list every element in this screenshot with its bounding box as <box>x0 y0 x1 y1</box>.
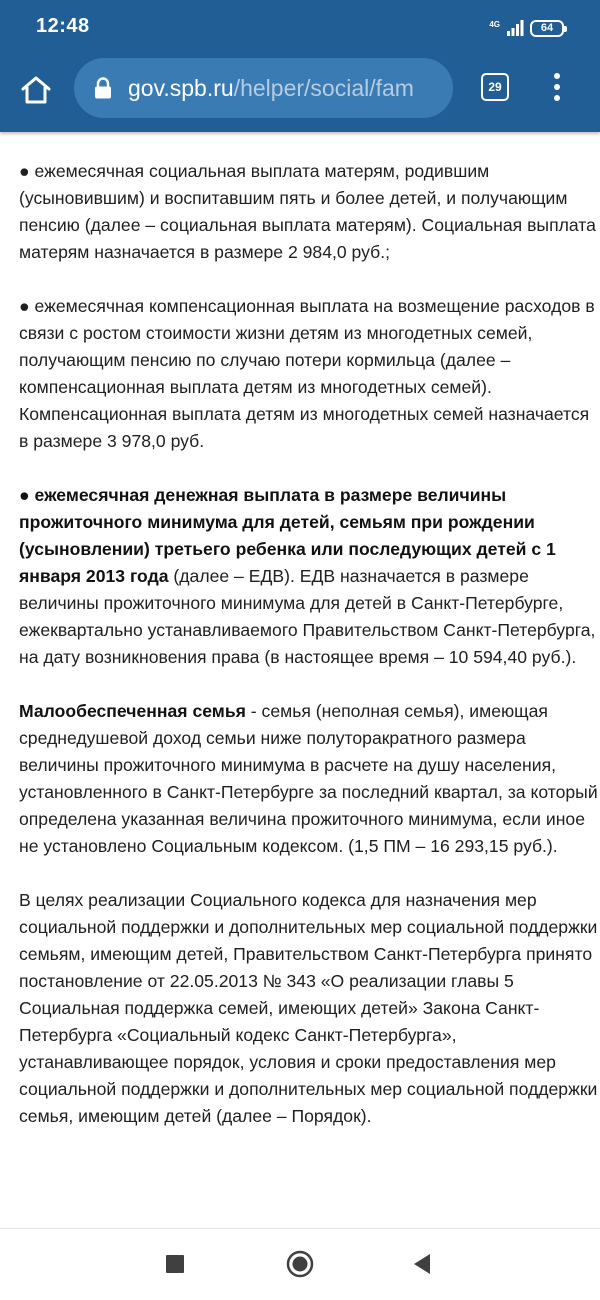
url-path: /helper/social/fam <box>233 75 414 101</box>
signal-icon <box>506 20 524 36</box>
paragraph-social-code: В целях реализации Социального кодекса для назначения мер социальной поддержки и дополнительных мер социальной поддержки семьям, имеющим детей, Правительством Санкт-Петербурга принято постановление от 22.05.2013 № 343 «О реализации главы 5 Социальная поддержка семей, имеющих детей» Закона Санкт-Петербурга «Социальный кодекс Санкт-Петербурга», устанавливающее порядок, условия и сроки предоставления мер социальной поддержки и дополнительных мер социальной поддержки семья, имеющим детей (далее – Порядок). <box>19 890 598 1126</box>
home-button[interactable] <box>16 70 56 110</box>
home-icon <box>20 75 52 105</box>
menu-dot-icon <box>554 84 560 90</box>
recent-apps-button[interactable] <box>166 1255 184 1273</box>
lock-icon <box>93 77 113 99</box>
edv-text: (далее – ЕДВ). ЕДВ назначается в размере величины прожиточного минимума для детей в Санкт-Петербурге, ежеквартально устанавливаемого Правительством Санкт-Петербурга, на дату возникновения права (в настоящее время – 10 594,40 руб.). <box>19 566 596 667</box>
back-nav-button[interactable] <box>412 1253 432 1275</box>
network-type-label: 4G <box>489 19 500 29</box>
status-icons <box>489 16 564 40</box>
menu-dot-icon <box>554 95 560 101</box>
edv-bold-text: ● ежемесячная денежная выплата в размере величины прожиточного минимума для детей, семьям при рождении (усыновлении) третьего ребенка или последующих детей с 1 января 2013 года <box>19 485 556 586</box>
more-menu-button[interactable] <box>545 69 569 105</box>
system-navigation-bar <box>0 1228 600 1300</box>
status-bar <box>0 0 600 56</box>
article-content <box>19 158 599 1157</box>
home-nav-button[interactable] <box>286 1250 314 1278</box>
status-time: 12:48 <box>36 15 90 37</box>
low-income-definition: - семья (неполная семья), имеющая среднедушевой доход семьи ниже полуторакратного размера величины прожиточного минимума в расчете на душу населения, установленного в Санкт-Петербурге за последний квартал, за который определена указанная величина прожиточного минимума, если иное не установлено Социальным кодексом. (1,5 ПМ – 16 293,15 руб.). <box>19 701 598 856</box>
browser-toolbar <box>0 56 600 132</box>
tab-switcher-button[interactable] <box>481 73 509 101</box>
battery-icon <box>530 20 564 37</box>
paragraph-social-payment-mothers: ● ежемесячная социальная выплата матерям, родившим (усыновившим) и воспитавшим пять и более детей, и получающим пенсию (далее – социальная выплата матерям). Социальная выплата матерям назначается в размере 2 984,0 руб.; <box>19 161 596 262</box>
url-text[interactable] <box>128 75 414 102</box>
paragraph-compensation-payment: ● ежемесячная компенсационная выплата на возмещение расходов в связи с ростом стоимости жизни детям из многодетных семей, получающим пенсию по случаю потери кормильца (далее – компенсационная выплата детям из многодетных семей). Компенсационная выплата детям из многодетных семей назначается в размере 3 978,0 руб. <box>19 296 595 451</box>
paragraph-low-income-family <box>19 698 599 860</box>
address-bar[interactable] <box>74 58 453 118</box>
tab-count: 29 <box>488 80 502 94</box>
paragraph-edv <box>19 482 599 671</box>
url-domain: gov.spb.ru <box>128 75 234 101</box>
battery-level: 64 <box>540 22 554 34</box>
menu-dot-icon <box>554 73 560 79</box>
low-income-term: Малообеспеченная семья <box>19 701 246 721</box>
